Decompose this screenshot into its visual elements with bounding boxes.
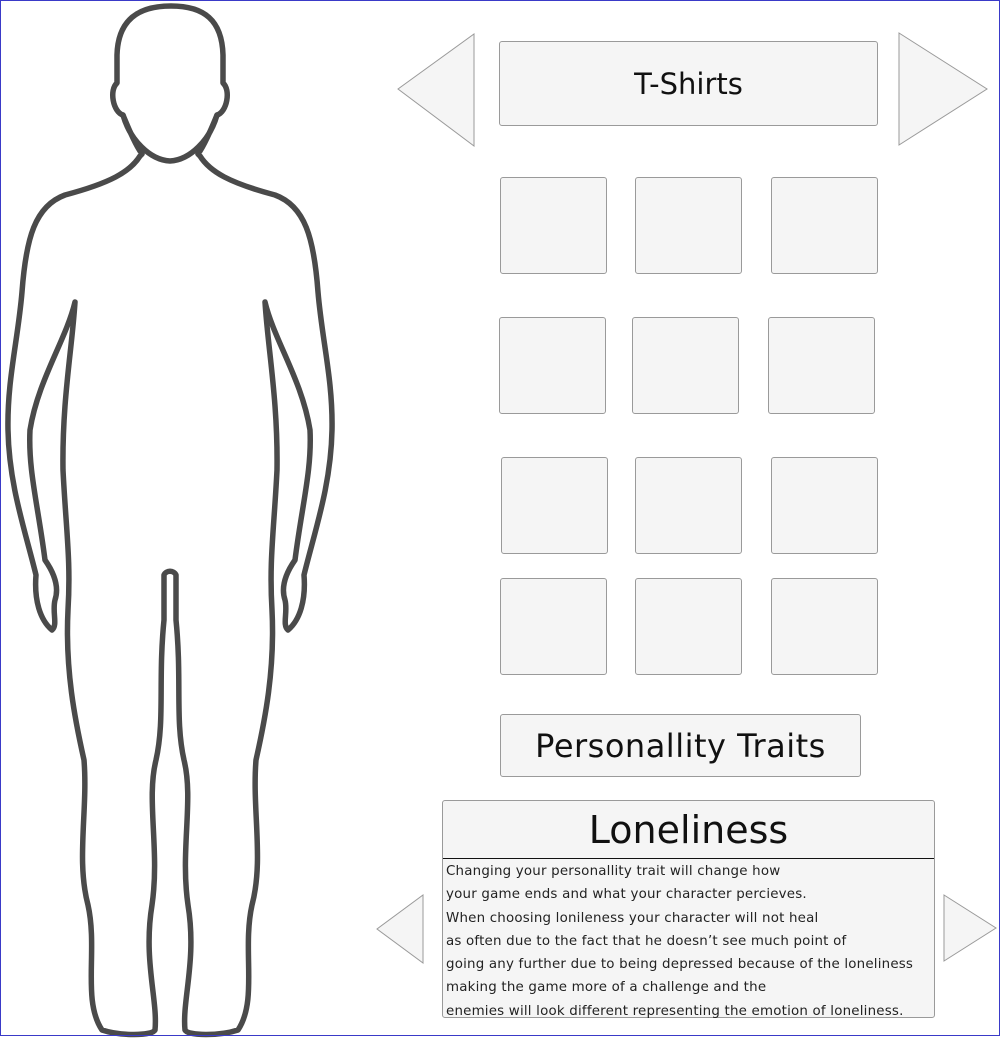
- trait-description-line: When choosing lonileness your character will not heal: [446, 910, 819, 926]
- clothing-slot[interactable]: [635, 177, 742, 274]
- clothing-slot[interactable]: [500, 177, 607, 274]
- category-prev-arrow-icon[interactable]: [396, 32, 476, 148]
- trait-title: Loneliness: [443, 801, 934, 859]
- trait-description-line: making the game more of a challenge and the: [446, 980, 767, 996]
- clothing-slot[interactable]: [501, 457, 608, 554]
- clothing-slot[interactable]: [771, 578, 878, 675]
- clothing-slot[interactable]: [635, 457, 742, 554]
- trait-description: [443, 859, 934, 1023]
- trait-description-line: Changing your personallity trait will change how: [446, 864, 781, 879]
- category-next-arrow-icon[interactable]: [897, 31, 989, 147]
- trait-description-line: enemies will look different representing the emotion of loneliness.: [446, 1003, 904, 1019]
- clothing-slot[interactable]: [771, 457, 878, 554]
- clothing-slot[interactable]: [632, 317, 739, 414]
- clothing-slot[interactable]: [500, 578, 607, 675]
- trait-description-line: as often due to the fact that he doesn’t see much point of: [446, 933, 847, 949]
- trait-description-line: your game ends and what your character percieves.: [446, 887, 807, 903]
- clothing-slot[interactable]: [499, 317, 606, 414]
- personality-traits-header: Personallity Traits: [500, 714, 861, 777]
- clothing-slot[interactable]: [635, 578, 742, 675]
- trait-next-arrow-icon[interactable]: [942, 893, 998, 963]
- trait-prev-arrow-icon[interactable]: [375, 893, 425, 965]
- character-body-outline-icon: [0, 0, 380, 1038]
- trait-description-line: going any further due to being depressed because of the loneliness: [446, 957, 914, 973]
- category-label: T-Shirts: [634, 66, 743, 101]
- trait-panel: [442, 800, 935, 1018]
- clothing-slot[interactable]: [768, 317, 875, 414]
- clothing-slot[interactable]: [771, 177, 878, 274]
